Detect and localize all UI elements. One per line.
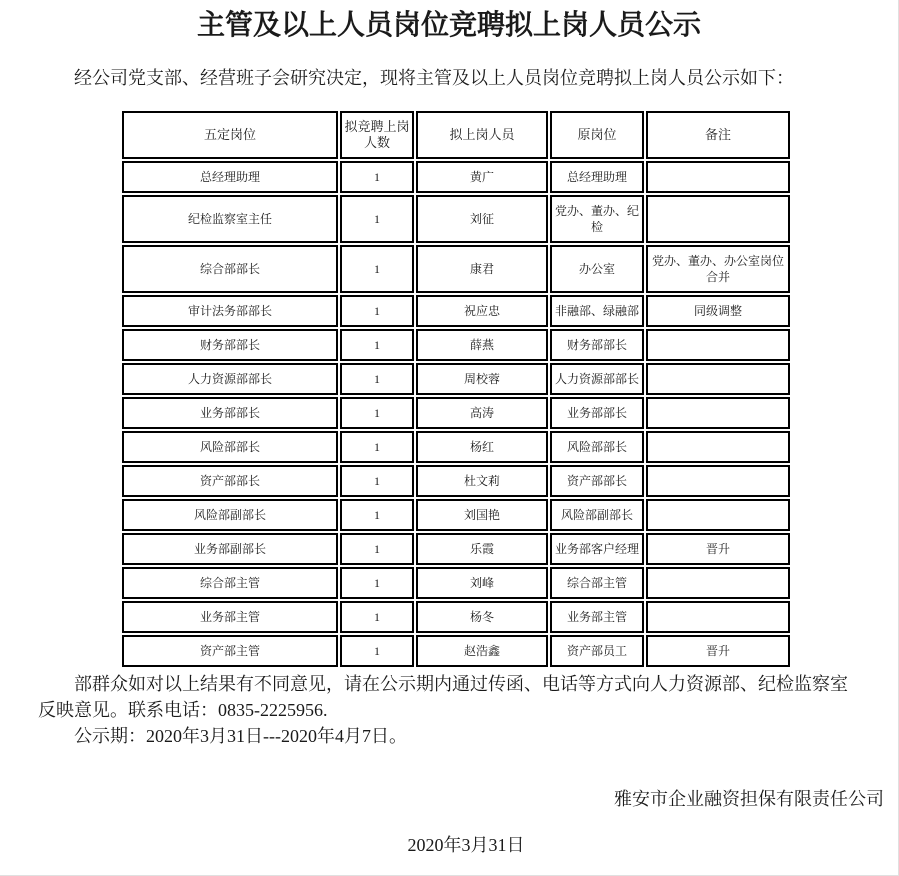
table-cell-original-position: 资产部员工 [550,635,644,667]
table-cell-remark [646,397,790,429]
table-cell-count: 1 [340,567,414,599]
table-cell-remark [646,195,790,243]
table-cell-remark [646,161,790,193]
table-row [122,567,790,599]
candidates-table [120,109,792,669]
table-cell-position: 综合部主管 [122,567,338,599]
table-cell-remark: 晋升 [646,635,790,667]
table-cell-candidate: 杨红 [416,431,548,463]
table-cell-candidate: 乐霞 [416,533,548,565]
table-cell-remark [646,329,790,361]
table-cell-count: 1 [340,363,414,395]
header-cell-original-position: 原岗位 [550,111,644,159]
table-cell-count: 1 [340,397,414,429]
table-cell-position: 业务部副部长 [122,533,338,565]
table-row [122,635,790,667]
table-cell-position: 纪检监察室主任 [122,195,338,243]
table-row [122,161,790,193]
table-row [122,245,790,293]
objection-notice: 部群众如对以上结果有不同意见，请在公示期内通过传函、电话等方式向人力资源部、纪检监察室反映意见。联系电话：0835-2225956. [38,674,848,720]
table-row [122,363,790,395]
table-cell-candidate: 杨冬 [416,601,548,633]
table-cell-count: 1 [340,499,414,531]
table-cell-position: 审计法务部部长 [122,295,338,327]
table-cell-original-position: 风险部副部长 [550,499,644,531]
table-cell-count: 1 [340,195,414,243]
table-cell-original-position: 综合部主管 [550,567,644,599]
table-cell-count: 1 [340,635,414,667]
table-cell-original-position: 风险部部长 [550,431,644,463]
table-cell-original-position: 业务部部长 [550,397,644,429]
table-cell-position: 综合部部长 [122,245,338,293]
table-row [122,533,790,565]
table-cell-remark: 党办、董办、办公室岗位合并 [646,245,790,293]
header-cell-position: 五定岗位 [122,111,338,159]
table-cell-remark [646,567,790,599]
table-row [122,499,790,531]
intro-paragraph: 经公司党支部、经营班子会研究决定，现将主管及以上人员岗位竞聘拟上岗人员公示如下： [74,68,794,88]
table-cell-candidate: 康君 [416,245,548,293]
table-cell-remark [646,499,790,531]
table-cell-count: 1 [340,329,414,361]
table-cell-position: 风险部副部长 [122,499,338,531]
table-cell-candidate: 薛燕 [416,329,548,361]
table-row [122,431,790,463]
company-signature: 雅安市企业融资担保有限责任公司 [614,789,884,809]
table-cell-position: 业务部主管 [122,601,338,633]
header-cell-remark: 备注 [646,111,790,159]
table-cell-candidate: 刘国艳 [416,499,548,531]
table-cell-candidate: 祝应忠 [416,295,548,327]
publicity-period: 公示期：2020年3月31日---2020年4月7日。 [74,726,407,746]
table-cell-candidate: 黄广 [416,161,548,193]
table-cell-position: 风险部部长 [122,431,338,463]
header-cell-count: 拟竞聘上岗人数 [340,111,414,159]
table-cell-position: 人力资源部部长 [122,363,338,395]
table-header-row [122,111,790,159]
table-cell-original-position: 业务部客户经理 [550,533,644,565]
table-cell-count: 1 [340,465,414,497]
table-cell-original-position: 资产部部长 [550,465,644,497]
table-cell-count: 1 [340,431,414,463]
table-cell-count: 1 [340,161,414,193]
table-cell-count: 1 [340,533,414,565]
table-cell-count: 1 [340,601,414,633]
table-cell-candidate: 周校蓉 [416,363,548,395]
table-cell-original-position: 党办、董办、纪检 [550,195,644,243]
table-cell-position: 财务部部长 [122,329,338,361]
table-row [122,397,790,429]
table-cell-candidate: 赵浩鑫 [416,635,548,667]
table-row [122,601,790,633]
table-row [122,465,790,497]
table-row [122,295,790,327]
table-cell-count: 1 [340,245,414,293]
table-cell-candidate: 刘征 [416,195,548,243]
table-cell-candidate: 刘峰 [416,567,548,599]
table-cell-position: 业务部部长 [122,397,338,429]
table-cell-candidate: 杜文莉 [416,465,548,497]
document-title: 主管及以上人员岗位竞聘拟上岗人员公示 [196,10,701,41]
table-cell-position: 总经理助理 [122,161,338,193]
table-cell-remark [646,431,790,463]
table-cell-candidate: 高涛 [416,397,548,429]
table-cell-original-position: 人力资源部部长 [550,363,644,395]
table-cell-position: 资产部部长 [122,465,338,497]
document-date: 2020年3月31日 [407,835,525,855]
table-cell-remark: 同级调整 [646,295,790,327]
table-row [122,195,790,243]
table-cell-remark [646,601,790,633]
table-cell-position: 资产部主管 [122,635,338,667]
table-cell-original-position: 非融部、绿融部 [550,295,644,327]
table-cell-count: 1 [340,295,414,327]
header-cell-candidate: 拟上岗人员 [416,111,548,159]
table-cell-original-position: 办公室 [550,245,644,293]
table-cell-original-position: 总经理助理 [550,161,644,193]
table-row [122,329,790,361]
table-cell-remark [646,363,790,395]
table-cell-original-position: 业务部主管 [550,601,644,633]
table-cell-remark: 晋升 [646,533,790,565]
table-cell-original-position: 财务部部长 [550,329,644,361]
table-cell-remark [646,465,790,497]
